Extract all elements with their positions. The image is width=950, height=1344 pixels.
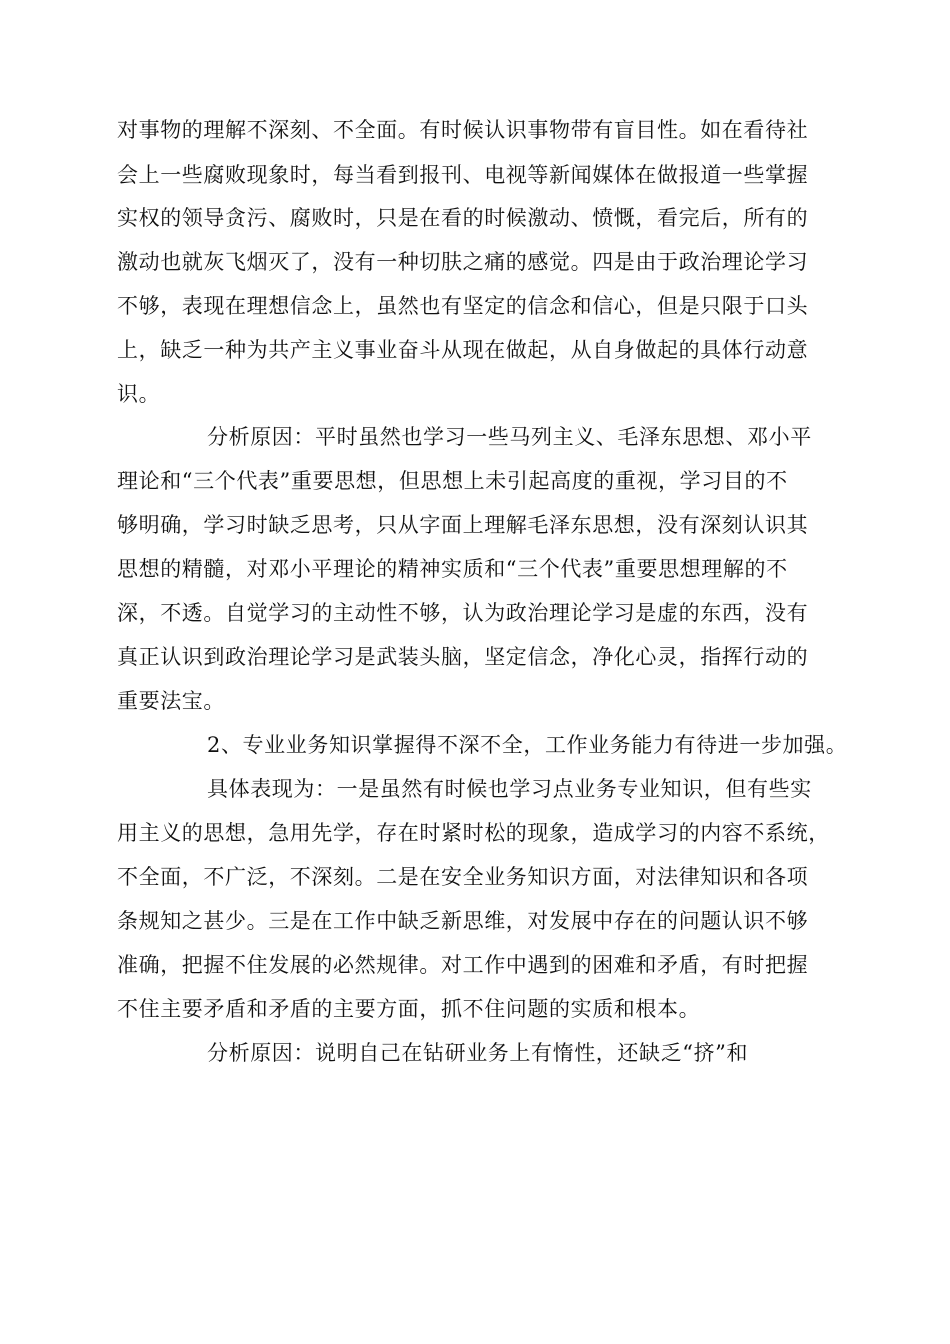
text-line: 真正认识到政治理论学习是武装头脑，坚定信念，净化心灵，指挥行动的 [117, 645, 809, 669]
text-line: 激动也就灰飞烟灭了，没有一种切肤之痛的感觉。四是由于政治理论学习 [117, 250, 809, 274]
text-line: 不全面，不广泛，不深刻。二是在安全业务知识方面，对法律知识和各项 [117, 865, 809, 889]
paragraph-first-line: 具体表现为：一是虽然有时候也学习点业务专业知识，但有些实 [207, 777, 812, 801]
text-line: 对事物的理解不深刻、不全面。有时候认识事物带有盲目性。如在看待社 [117, 118, 809, 142]
text-line: 准确，把握不住发展的必然规律。对工作中遇到的困难和矛盾，有时把握 [117, 953, 809, 977]
text-line: 识。 [117, 382, 161, 406]
text-line: 会上一些腐败现象时，每当看到报刊、电视等新闻媒体在做报道一些掌握 [117, 163, 809, 187]
text-line: 深，不透。自觉学习的主动性不够，认为政治理论学习是虚的东西，没有 [117, 601, 809, 625]
text-line: 够明确，学习时缺乏思考，只从字面上理解毛泽东思想，没有深刻认识其 [117, 513, 809, 537]
text-line: 上，缺乏一种为共产主义事业奋斗从现在做起，从自身做起的具体行动意 [117, 338, 809, 362]
text-line: 用主义的思想，急用先学，存在时紧时松的现象，造成学习的内容不系统， [117, 821, 830, 845]
section-heading: 2、专业业务知识掌握得不深不全，工作业务能力有待进一步加强。 [207, 733, 848, 757]
text-line: 条规知之甚少。三是在工作中缺乏新思维，对发展中存在的问题认识不够 [117, 909, 809, 933]
paragraph-first-line: 分析原因：说明自己在钻研业务上有惰性，还缺乏“挤”和 [207, 1041, 749, 1065]
text-line: 思想的精髓，对邓小平理论的精神实质和“三个代表”重要思想理解的不 [117, 557, 788, 581]
text-line: 理论和“三个代表”重要思想，但思想上未引起高度的重视，学习目的不 [117, 469, 788, 493]
text-line: 不住主要矛盾和矛盾的主要方面，抓不住问题的实质和根本。 [117, 997, 701, 1021]
text-line: 实权的领导贪污、腐败时，只是在看的时候激动、愤慨，看完后，所有的 [117, 206, 809, 230]
text-line: 重要法宝。 [117, 689, 225, 713]
text-line: 不够，表现在理想信念上，虽然也有坚定的信念和信心，但是只限于口头 [117, 294, 809, 318]
paragraph-first-line: 分析原因：平时虽然也学习一些马列主义、毛泽东思想、邓小平 [207, 425, 812, 449]
